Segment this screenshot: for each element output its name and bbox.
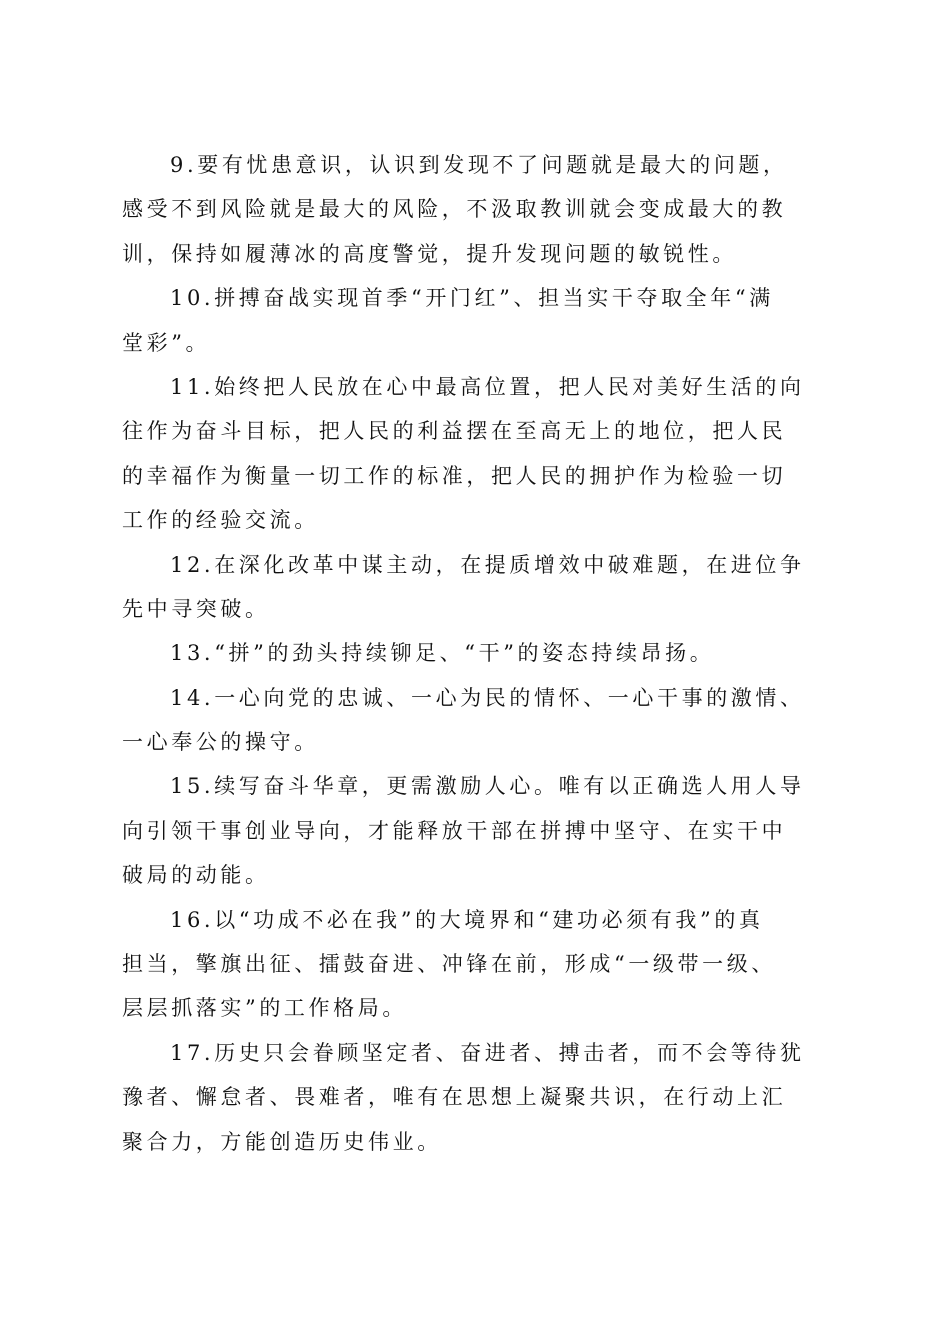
- paragraph-15: [122, 764, 842, 897]
- paragraph-line: 训，保持如履薄冰的高度警觉，提升发现问题的敏锐性。: [122, 241, 737, 266]
- paragraph-line: 12.在深化改革中谋主动，在提质增效中破难题，在进位争: [170, 552, 805, 577]
- paragraph-line: 向引领干事创业导向，才能释放干部在拼搏中坚守、在实干中: [122, 818, 787, 843]
- paragraph-line: 一心奉公的操守。: [122, 730, 319, 755]
- paragraph-line: 16.以“功成不必在我”的大境界和“建功必须有我”的真: [170, 907, 764, 932]
- paragraph-line: 聚合力，方能创造历史伟业。: [122, 1129, 442, 1154]
- paragraph-line: 往作为奋斗目标，把人民的利益摆在至高无上的地位，把人民: [122, 419, 787, 444]
- paragraph-13: [122, 631, 842, 675]
- paragraph-line: 层层抓落实”的工作格局。: [122, 996, 407, 1021]
- paragraph-line: 13.“拼”的劲头持续铆足、“干”的姿态持续昂扬。: [170, 641, 715, 666]
- paragraph-line: 堂彩”。: [122, 330, 211, 355]
- paragraph-line: 15.续写奋斗华章，更需激励人心。唯有以正确选人用人导: [170, 774, 805, 799]
- paragraph-line: 10.拼搏奋战实现首季“开门红”、担当实干夺取全年“满: [170, 286, 774, 311]
- paragraph-line: 破局的动能。: [122, 863, 270, 888]
- paragraph-line: 17.历史只会眷顾坚定者、奋进者、搏击者，而不会等待犹: [170, 1040, 805, 1065]
- paragraph-12: [122, 543, 842, 632]
- paragraph-16: [122, 898, 842, 1031]
- paragraph-10: [122, 276, 842, 365]
- paragraph-line: 工作的经验交流。: [122, 508, 319, 533]
- paragraph-line: 14.一心向党的忠诚、一心为民的情怀、一心干事的激情、: [170, 685, 805, 710]
- paragraph-line: 先中寻突破。: [122, 596, 270, 621]
- document-body: [122, 143, 842, 1164]
- paragraph-17: [122, 1031, 842, 1164]
- paragraph-line: 感受不到风险就是最大的风险，不汲取教训就会变成最大的教: [122, 197, 787, 222]
- paragraph-line: 担当，擎旗出征、擂鼓奋进、冲锋在前，形成“一级带一级、: [122, 952, 776, 977]
- paragraph-line: 9.要有忧患意识，认识到发现不了问题就是最大的问题，: [170, 153, 788, 177]
- paragraph-line: 豫者、懈怠者、畏难者，唯有在思想上凝聚共识，在行动上汇: [122, 1085, 787, 1110]
- paragraph-11: [122, 365, 842, 543]
- paragraph-line: 的幸福作为衡量一切工作的标准，把人民的拥护作为检验一切: [122, 463, 787, 488]
- paragraph-9: [122, 143, 842, 276]
- paragraph-14: [122, 676, 842, 765]
- paragraph-line: 11.始终把人民放在心中最高位置，把人民对美好生活的向: [170, 374, 805, 399]
